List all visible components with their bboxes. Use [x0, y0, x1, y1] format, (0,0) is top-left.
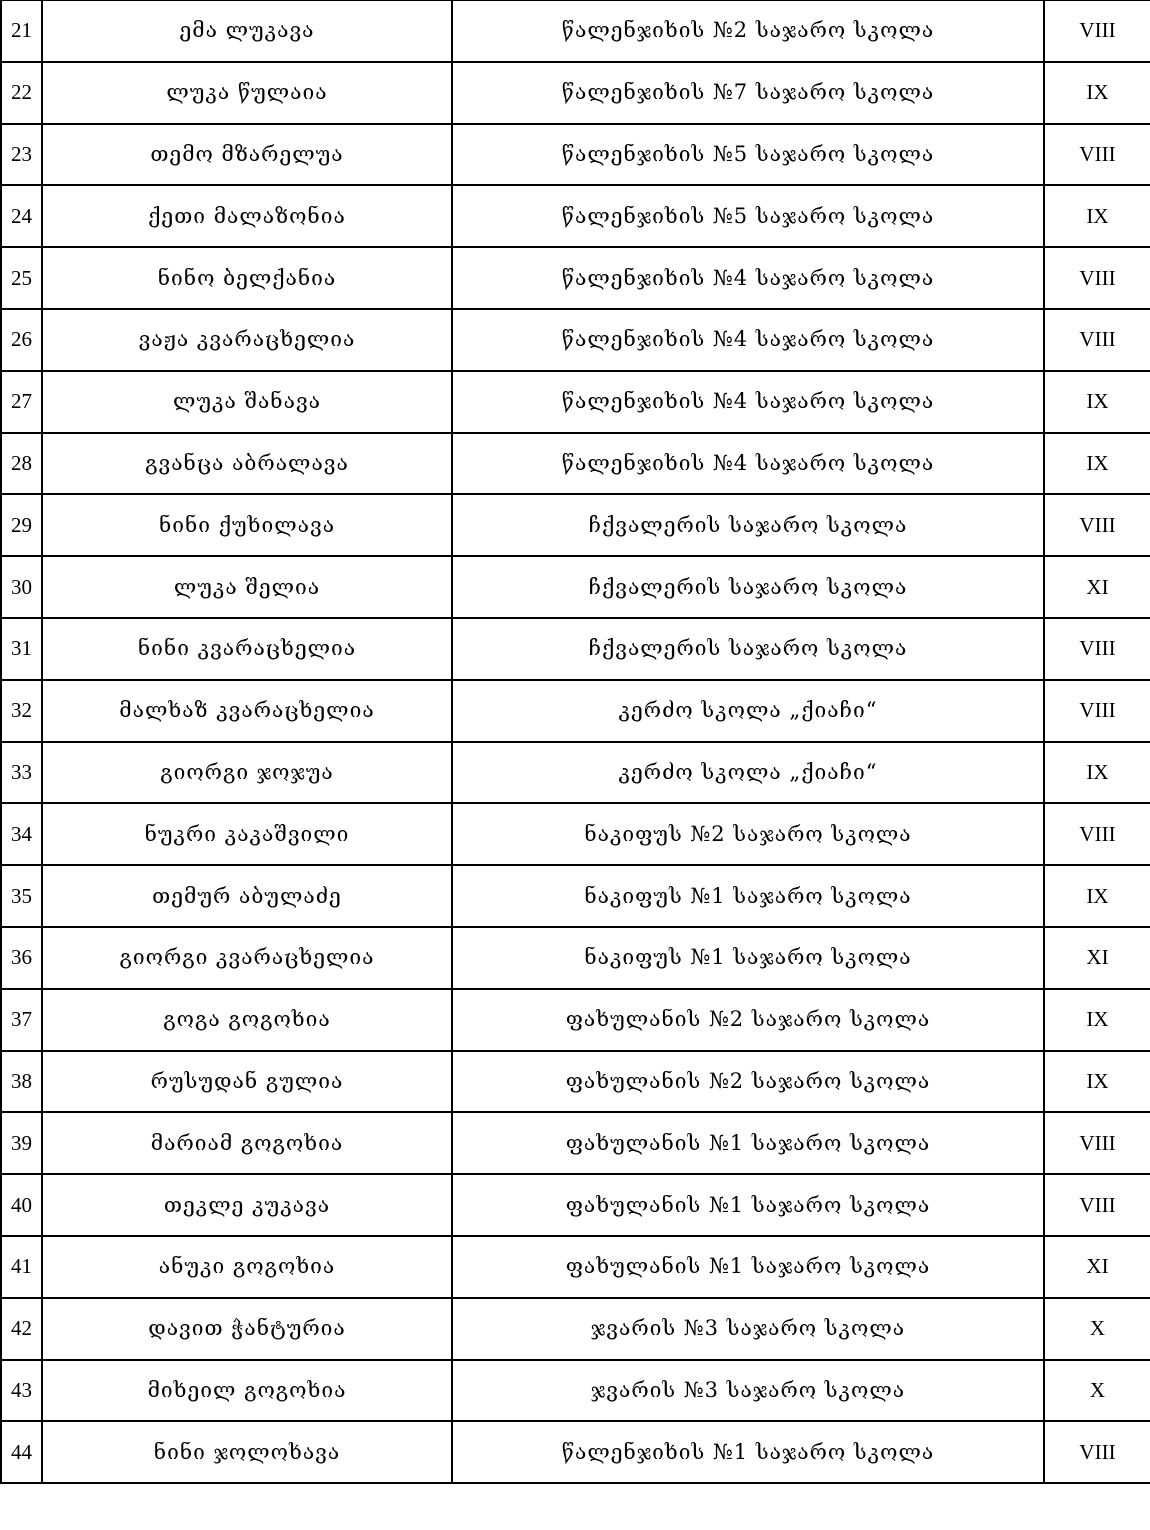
- table-row: [1, 494, 1150, 556]
- student-name: ლუკა შანავა: [42, 371, 452, 433]
- table-row: [1, 124, 1150, 186]
- school-name: ჩქვალერის საჯარო სკოლა: [452, 494, 1044, 556]
- row-number: 28: [1, 433, 42, 495]
- grade: VIII: [1044, 1174, 1150, 1236]
- school-name: ფახულანის №1 საჯარო სკოლა: [452, 1112, 1044, 1174]
- student-name: გოგა გოგოხია: [42, 989, 452, 1051]
- student-name: ლუკა შელია: [42, 556, 452, 618]
- row-number: 31: [1, 618, 42, 680]
- table-row: [1, 1, 1150, 62]
- grade: VIII: [1044, 680, 1150, 742]
- school-name: წალენჯიხის №5 საჯარო სკოლა: [452, 124, 1044, 186]
- school-name: ფახულანის №2 საჯარო სკოლა: [452, 1051, 1044, 1113]
- student-name: ქეთი მალაზონია: [42, 185, 452, 247]
- school-name: ჯვარის №3 საჯარო სკოლა: [452, 1298, 1044, 1360]
- grade: IX: [1044, 742, 1150, 804]
- student-name: ნინი ქუხილავა: [42, 494, 452, 556]
- table-row: [1, 433, 1150, 495]
- grade: XI: [1044, 1236, 1150, 1298]
- table-row: [1, 1112, 1150, 1174]
- student-name: მიხეილ გოგოხია: [42, 1360, 452, 1422]
- table-row: [1, 742, 1150, 804]
- grade: VIII: [1044, 1112, 1150, 1174]
- table-row: [1, 865, 1150, 927]
- school-name: წალენჯიხის №4 საჯარო სკოლა: [452, 247, 1044, 309]
- student-name: მალხაზ კვარაცხელია: [42, 680, 452, 742]
- school-name: წალენჯიხის №4 საჯარო სკოლა: [452, 309, 1044, 371]
- table-row: [1, 1236, 1150, 1298]
- grade: X: [1044, 1298, 1150, 1360]
- student-name: გვანცა აბრალავა: [42, 433, 452, 495]
- grade: VIII: [1044, 1, 1150, 62]
- row-number: 21: [1, 1, 42, 62]
- row-number: 23: [1, 124, 42, 186]
- student-name: ანუკი გოგოხია: [42, 1236, 452, 1298]
- school-name: წალენჯიხის №1 საჯარო სკოლა: [452, 1421, 1044, 1483]
- student-name: ნინი ჯოლოხავა: [42, 1421, 452, 1483]
- grade: IX: [1044, 62, 1150, 124]
- row-number: 32: [1, 680, 42, 742]
- grade: XI: [1044, 556, 1150, 618]
- row-number: 24: [1, 185, 42, 247]
- row-number: 38: [1, 1051, 42, 1113]
- school-name: ფახულანის №1 საჯარო სკოლა: [452, 1236, 1044, 1298]
- grade: X: [1044, 1360, 1150, 1422]
- school-name: წალენჯიხის №4 საჯარო სკოლა: [452, 371, 1044, 433]
- row-number: 22: [1, 62, 42, 124]
- row-number: 29: [1, 494, 42, 556]
- school-name: წალენჯიხის №2 საჯარო სკოლა: [452, 1, 1044, 62]
- grade: VIII: [1044, 1421, 1150, 1483]
- table-row: [1, 803, 1150, 865]
- row-number: 26: [1, 309, 42, 371]
- row-number: 43: [1, 1360, 42, 1422]
- table-row: [1, 989, 1150, 1051]
- row-number: 37: [1, 989, 42, 1051]
- grade: IX: [1044, 989, 1150, 1051]
- grade: IX: [1044, 865, 1150, 927]
- student-name: მარიამ გოგოხია: [42, 1112, 452, 1174]
- row-number: 30: [1, 556, 42, 618]
- row-number: 40: [1, 1174, 42, 1236]
- school-name: კერძო სკოლა „ქიაჩი“: [452, 742, 1044, 804]
- table-row: [1, 556, 1150, 618]
- grade: VIII: [1044, 309, 1150, 371]
- table-row: [1, 1360, 1150, 1422]
- grade: VIII: [1044, 247, 1150, 309]
- grade: VIII: [1044, 124, 1150, 186]
- table-row: [1, 1051, 1150, 1113]
- grade: VIII: [1044, 803, 1150, 865]
- row-number: 36: [1, 927, 42, 989]
- table-row: [1, 371, 1150, 433]
- student-name: რუსუდან გულია: [42, 1051, 452, 1113]
- table-row: [1, 247, 1150, 309]
- school-name: ჩქვალერის საჯარო სკოლა: [452, 556, 1044, 618]
- table-row: [1, 185, 1150, 247]
- row-number: 42: [1, 1298, 42, 1360]
- school-name: ჯვარის №3 საჯარო სკოლა: [452, 1360, 1044, 1422]
- row-number: 34: [1, 803, 42, 865]
- student-name: ნუკრი კაკაშვილი: [42, 803, 452, 865]
- table-row: [1, 927, 1150, 989]
- table-row: [1, 62, 1150, 124]
- table-row: [1, 1421, 1150, 1483]
- student-name: თეკლე კუკავა: [42, 1174, 452, 1236]
- school-name: ნაკიფუს №1 საჯარო სკოლა: [452, 927, 1044, 989]
- row-number: 44: [1, 1421, 42, 1483]
- student-name: ემა ლუკავა: [42, 1, 452, 62]
- school-name: ფახულანის №1 საჯარო სკოლა: [452, 1174, 1044, 1236]
- grade: XI: [1044, 927, 1150, 989]
- row-number: 39: [1, 1112, 42, 1174]
- student-name: გიორგი კვარაცხელია: [42, 927, 452, 989]
- grade: IX: [1044, 433, 1150, 495]
- table-row: [1, 1298, 1150, 1360]
- table-row: [1, 1174, 1150, 1236]
- school-name: ჩქვალერის საჯარო სკოლა: [452, 618, 1044, 680]
- student-name: თემურ აბულაძე: [42, 865, 452, 927]
- student-name: თემო მზარელუა: [42, 124, 452, 186]
- row-number: 27: [1, 371, 42, 433]
- school-name: კერძო სკოლა „ქიაჩი“: [452, 680, 1044, 742]
- table-body: [1, 1, 1150, 1484]
- grade: VIII: [1044, 618, 1150, 680]
- grade: IX: [1044, 185, 1150, 247]
- school-name: ფახულანის №2 საჯარო სკოლა: [452, 989, 1044, 1051]
- table-row: [1, 309, 1150, 371]
- grade: VIII: [1044, 494, 1150, 556]
- student-name: ვაჟა კვარაცხელია: [42, 309, 452, 371]
- grade: IX: [1044, 1051, 1150, 1113]
- school-name: წალენჯიხის №7 საჯარო სკოლა: [452, 62, 1044, 124]
- school-name: წალენჯიხის №5 საჯარო სკოლა: [452, 185, 1044, 247]
- school-name: წალენჯიხის №4 საჯარო სკოლა: [452, 433, 1044, 495]
- table-row: [1, 680, 1150, 742]
- student-name: ნინო ბელქანია: [42, 247, 452, 309]
- student-name: ნინი კვარაცხელია: [42, 618, 452, 680]
- row-number: 41: [1, 1236, 42, 1298]
- row-number: 25: [1, 247, 42, 309]
- student-name: გიორგი ჯოჯუა: [42, 742, 452, 804]
- table-row: [1, 618, 1150, 680]
- school-name: ნაკიფუს №1 საჯარო სკოლა: [452, 865, 1044, 927]
- row-number: 33: [1, 742, 42, 804]
- school-name: ნაკიფუს №2 საჯარო სკოლა: [452, 803, 1044, 865]
- grade: IX: [1044, 371, 1150, 433]
- student-name: დავით ჭანტურია: [42, 1298, 452, 1360]
- student-name: ლუკა წულაია: [42, 62, 452, 124]
- row-number: 35: [1, 865, 42, 927]
